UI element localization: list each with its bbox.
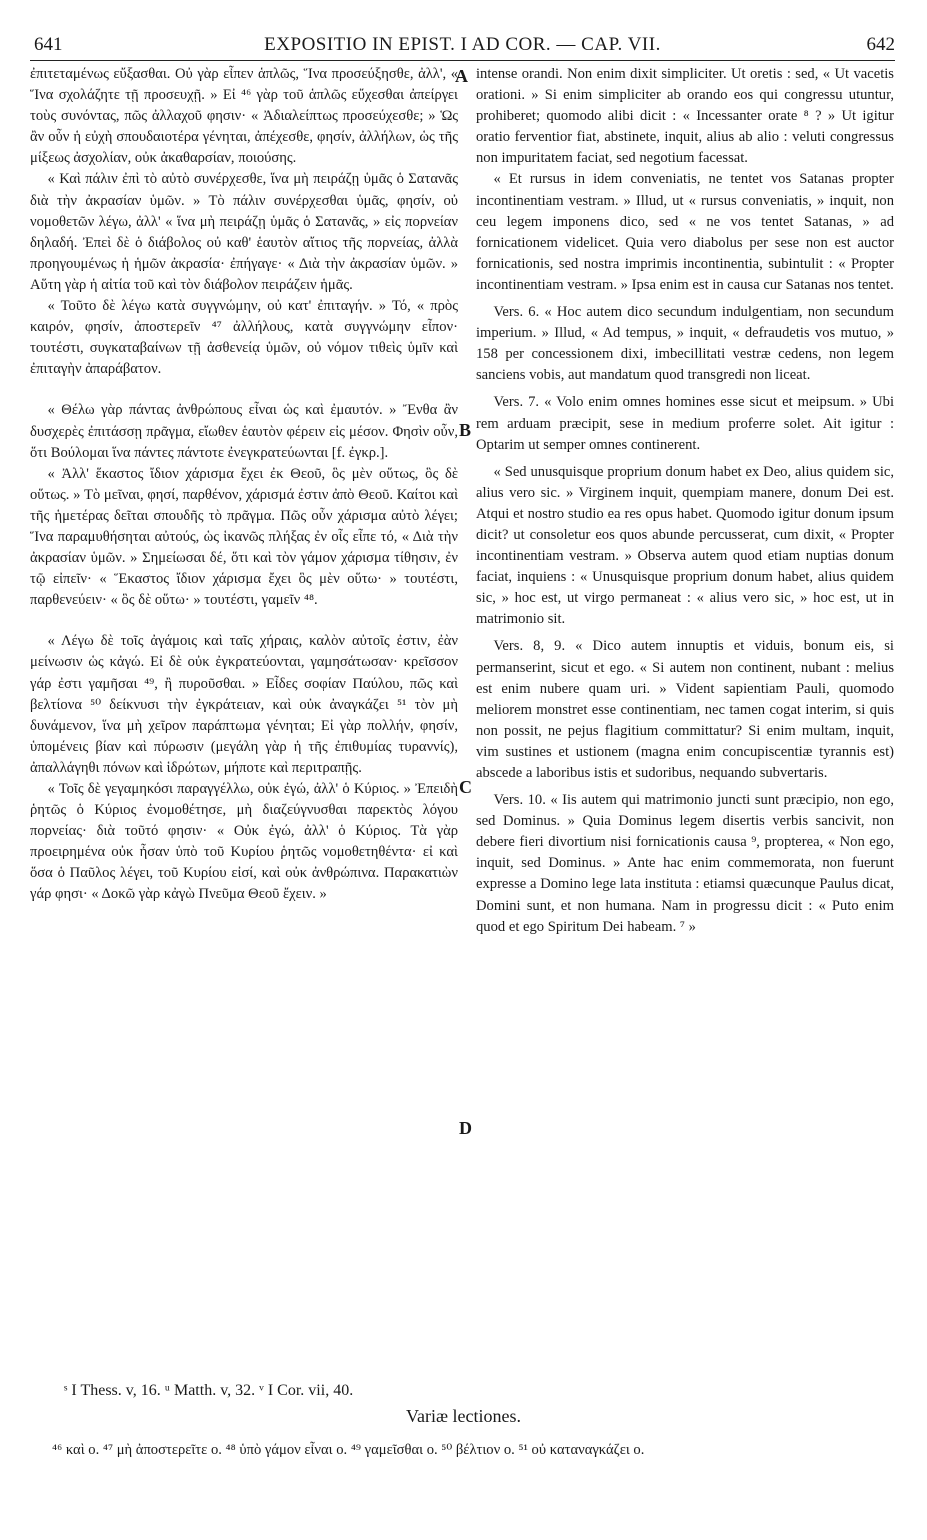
greek-column bbox=[30, 64, 458, 906]
greek-paragraph: « Τοῦτο δὲ λέγω κατὰ συγγνώμην, οὐ κατ' ἐπιταγήν. » Τό, « πρὸς καιρόν, φησίν, ἀποστερεῖν ⁴⁷ ἀλλήλους, κατὰ συγγνώμην εἶπον· τουτέστι, συγκαταβαίνων τῇ ἀσθενείᾳ ὑμῶν, οὐ νόμον τιθεὶς ὑμῖν καὶ ἐπιταγὴν ἀπαράβατον. bbox=[30, 298, 458, 378]
margin-marker-c: C bbox=[459, 777, 472, 797]
variae-lectiones-title: Variæ lectiones. bbox=[406, 1406, 521, 1426]
margin-marker-b: B bbox=[459, 420, 472, 440]
latin-paragraph: intense orandi. Non enim dixit simpliciter. Ut oretis : sed, « Ut vacetis orationi. » Si enim simpliciter ab orando eos qui congressu utuntur, prohiberet; quomodo alibi dicit : « Incessanter orate ⁸ ? » Ut igitur oratio ferventior fiat, abstinete, inquit, alius ab alio : veluti congressus non impuritatem faciat, sed negotium facessat. bbox=[476, 66, 894, 167]
page-number-left: 641 bbox=[34, 34, 63, 55]
running-header bbox=[30, 34, 895, 61]
greek-paragraph: « Ἀλλ' ἕκαστος ἴδιον χάρισμα ἔχει ἐκ Θεοῦ, ὃς μὲν οὕτως, ὃς δὲ οὕτως. » Τὸ μεῖναι, φησί, παρθένον, χάρισμά ἐστιν ἀπὸ Θεοῦ. Καίτοι καὶ τῆς ἡμετέρας δεῖται σπουδῆς τὸ πρᾶγμα. Πῶς οὖν χάρισμα αὐτὸ λέγει; Ἵνα παραμυθήσηται αὐτούς, ὡς ἱκανῶς πλήξας ἐν οἷς εἶπε τό, « Διὰ τὴν ἀκρασίαν ὑμῶν. » Σημείωσαι δέ, ὅτι καὶ τὸν γάμον χάρισμα τίθησιν, ἐν τῷ εἰπεῖν· « Ἕκαστος ἴδιον χάρισμα ἔχει ὃς μὲν οὕτω· » τουτέστι, παρθενεύειν· « ὃς δὲ οὕτω· » τουτέστι, γαμεῖν ⁴⁸. bbox=[30, 465, 458, 609]
margin-marker-a: A bbox=[455, 66, 468, 86]
latin-paragraph: « Et rursus in idem conveniatis, ne tentet vos Satanas propter incontinentiam vestram. » Illud, ut « rursus conveniatis, » inquit, non ceu legem imponens dico, sed « ne vos tentet Satanas, » ad fornicationem videlicet. Quia vero diabolus per sese non est auctor fornicationis, sed nostra imprimis incontinentia, subintulit : « Propter incontinentiam vestram. » Ipsa enim est in causa cur Satanas nos tentet. bbox=[476, 171, 894, 293]
margin-marker-d: D bbox=[459, 1118, 472, 1138]
greek-paragraph: « Τοῖς δὲ γεγαμηκόσι παραγγέλλω, οὐκ ἐγώ, ἀλλ' ὁ Κύριος. » Ἐπειδὴ ῥητῶς ὁ Κύριος ἐνομοθέτησε, μὴ διαζεύγνυσθαι παρεκτὸς λόγου πορνείας· διὰ τοῦτό φησιν· « Οὐκ ἐγώ, ἀλλ' ὁ Κύριος. Τὰ γὰρ προειρημένα οὐκ ἦσαν ὑπὸ τοῦ Κυρίου ῥητῶς νομοθετηθέντα· εἰ καὶ ὅσα ὁ Παῦλος λέγει, τοῦ Κυρίου εἰσί, καὶ οὐκ ἀνθρώπινα. Παρακατιὼν γάρ φησι· « Δοκῶ γὰρ κἀγὼ Πνεῦμα Θεοῦ ἔχειν. » bbox=[30, 781, 458, 903]
greek-paragraph: « Καὶ πάλιν ἐπὶ τὸ αὐτὸ συνέρχεσθε, ἵνα μὴ πειράζῃ ὑμᾶς ὁ Σατανᾶς διὰ τὴν ἀκρασίαν ὑμῶν. » Τὸ πάλιν συνέρχεσθαι ὑμᾶς, φησίν, οὐ νομοθετῶν λέγω, ἀλλ' « ἵνα μὴ πειράζῃ ὑμᾶς ὁ Σατανᾶς, » εἰς πορνείαν δηλαδή. Ἐπεὶ δὲ ὁ διάβολος οὐ καθ' ἑαυτὸν αἴτιος τῆς πορνείας, ἀλλὰ προηγουμένως ἡ ἡμῶν ἀκρασία· ἐπήγαγε· « Διὰ τὴν ἀκρασίαν ὑμῶν. » Αὕτη γὰρ ἡ αἰτία τοῦ καὶ τὸν διάβολον πειράζειν ἡμᾶς. bbox=[30, 171, 458, 293]
latin-paragraph: Vers. 7. « Volo enim omnes homines esse sicut et meipsum. » Ubi rem arduam præcipit, sese in medium proferre solet. Ait igitur : Optarim ut semper omnes continerent. bbox=[476, 394, 894, 453]
scripture-references: ˢ I Thess. v, 16. ᵘ Matth. v, 32. ᵛ I Cor. vii, 40. bbox=[64, 1382, 354, 1399]
greek-paragraph: ἐπιτεταμένως εὔξασθαι. Οὐ γὰρ εἶπεν ἁπλῶς, Ἵνα προσεύξησθε, ἀλλ', « Ἵνα σχολάζητε τῇ προσευχῇ. » Εἰ ⁴⁶ γὰρ τοῦ ἁπλῶς εὔχεσθαι ἀπείργει τοὺς συνόντας, πῶς ἀλλαχοῦ φησιν· « Ἀδιαλείπτως προσεύχεσθε; » Ὡς ἂν οὖν ἡ εὐχὴ σπουδαιοτέρα γένηται, ἀπέχεσθε, φησίν, ἀλλήλων, ὡς τῆς μίξεως ἀσχολίαν, οὐκ ἀκαθαρσίαν, ποιούσης. bbox=[30, 66, 458, 167]
latin-paragraph: Vers. 8, 9. « Dico autem innuptis et viduis, bonum eis, si permanserint, sicut et ego. « Si autem non continent, nubant : melius est enim nubere quam uri. » Vident sapientiam Pauli, quomodo meliorem monstret esse continentiam, nec tamen cogat interim, si quis non possit, ne pejus flagitium committatur? Si enim multam, inquit, vim sustines et ustionem (magna enim concupiscentiæ tyrannis est) abscede a laboribus istis et sudoribus, nequando subvertaris. bbox=[476, 638, 894, 781]
latin-paragraph: Vers. 6. « Hoc autem dico secundum indulgentiam, non secundum imperium. » Illud, « Ad tempus, » inquit, « defraudetis vos mutuo, » 158 per concessionem dixi, imbecillitati vestræ cedens, non legem sanciens vobis, aut mandatum quod transgredi non liceat. bbox=[476, 304, 894, 384]
greek-paragraph: « Θέλω γὰρ πάντας ἀνθρώπους εἶναι ὡς καὶ ἐμαυτόν. » Ἔνθα ἂν δυσχερὲς ἐπιτάσσῃ πρᾶγμα, εἴωθεν ἑαυτὸν φέρειν εἰς μέσον. Φησὶν οὖν, ὅτι Βούλομαι ἵνα πάντες πάντοτε ἐνεγκρατεύωνται [f. ἐγκρ.]. bbox=[30, 402, 458, 461]
latin-paragraph: Vers. 10. « Iis autem qui matrimonio juncti sunt præcipio, non ego, sed Dominus. » Quia Dominus legem disertis verbis sancivit, non debere fieri divortium nisi fornicationis causa ⁹, propterea, « Non ego, inquit, sed Dominus. » Ante hac enim commemorata, non fuerunt expresse a Domino lege lata instituta : etiamsi quæcunque Paulus dicat, Domini sunt, et non humana. Nam in progressu dicit : « Puto enim quod et ego Spiritum Dei habeam. ⁷ » bbox=[476, 792, 894, 935]
variant-readings: ⁴⁶ καὶ ο. ⁴⁷ μὴ ἀποστερεῖτε ο. ⁴⁸ ὑπὸ γάμον εἶναι ο. ⁴⁹ γαμεῖσθαι ο. ⁵⁰ βέλτιον ο. ⁵¹ οὐ καταναγκάζει ο. bbox=[52, 1442, 645, 1458]
running-title: EXPOSITIO IN EPIST. I AD COR. — CAP. VII. bbox=[264, 34, 661, 55]
page-number-right: 642 bbox=[866, 34, 895, 55]
latin-column bbox=[476, 64, 894, 938]
latin-paragraph: « Sed unusquisque proprium donum habet ex Deo, alius quidem sic, alius vero sic. » Virginem inquit, quempiam manere, donum Dei est. Atqui et nostro studio ea res opus habet. Quomodo igitur donum ipsum dicit? ut consoletur eos quos abunde percusserat, cum dixit, « Propter incontinentiam vestram. » Observa autem quod etiam nuptias donum faciat, inquiens : « Unusquisque proprium donum habet, alius quidem sic, » hoc est, ut virgo permaneat : « alius vero sic, » hoc est, ut in matrimonio sit. bbox=[476, 463, 894, 628]
greek-paragraph: « Λέγω δὲ τοῖς ἀγάμοις καὶ ταῖς χήραις, καλὸν αὐτοῖς ἐστιν, ἐὰν μείνωσιν ὡς κἀγώ. Εἰ δὲ οὐκ ἐγκρατεύονται, γαμησάτωσαν· κρεῖσσον γάρ ἐστι γαμῆσαι ⁴⁹, ἢ πυροῦσθαι. » Εἶδες σοφίαν Παύλου, πῶς καὶ βελτίονα ⁵⁰ δείκνυσι τὴν ἐγκράτειαν, καὶ οὐκ ἀναγκάζει ⁵¹ τὸν μὴ δυνάμενον, ἵνα μὴ χεῖρον παράπτωμα γένηται; Εἰ γὰρ πολλήν, φησίν, ὑπομένεις βίαν καὶ πύρωσιν (μεγάλη γὰρ ἡ τῆς ἐπιθυμίας τυραννίς), ἀπαλλάγηθι πόνων καὶ ἱδρώτων, μήποτε καὶ περιτραπῇς. bbox=[30, 633, 458, 776]
